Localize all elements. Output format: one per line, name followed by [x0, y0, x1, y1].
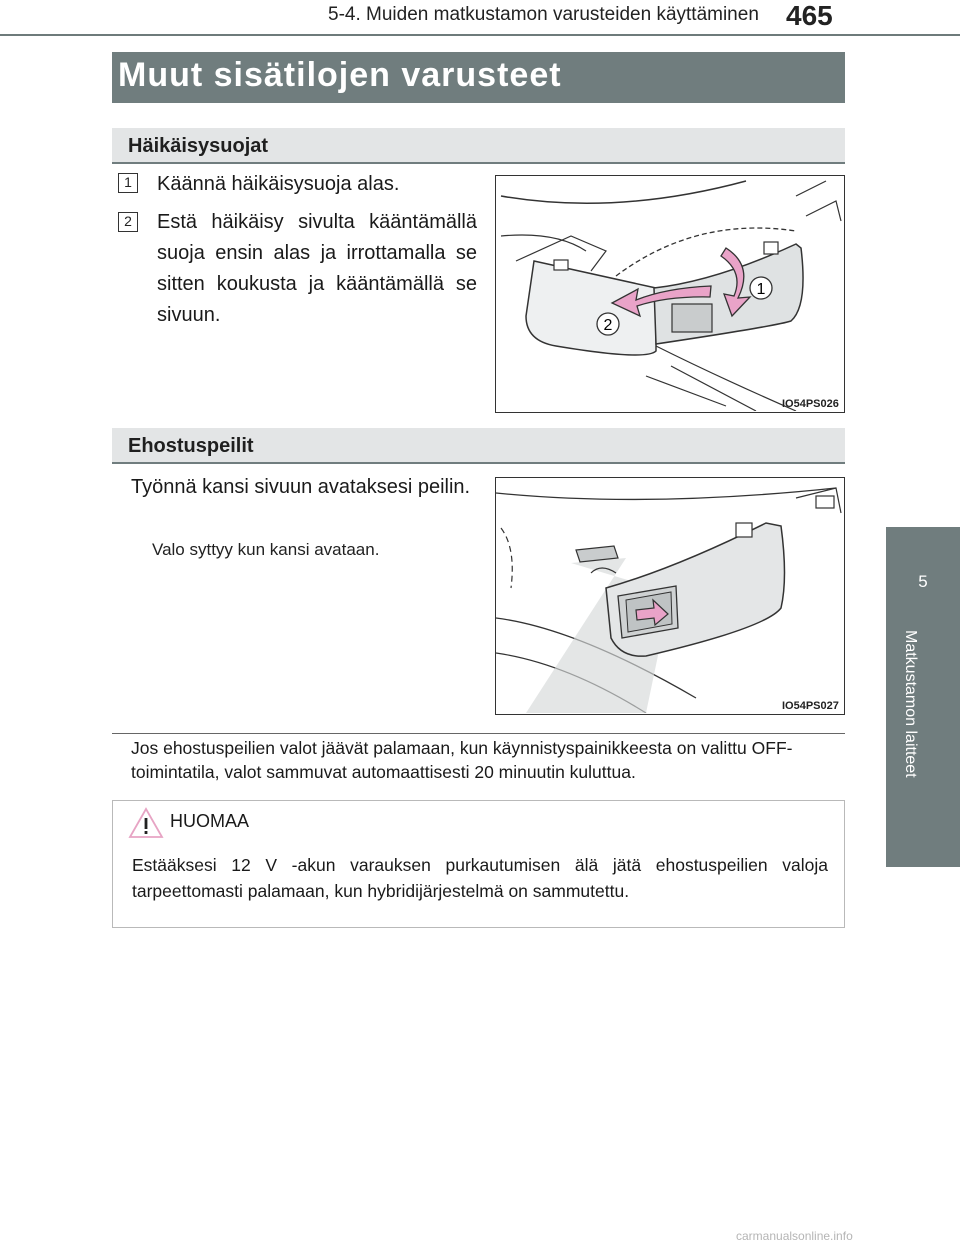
warning-triangle-icon: [128, 807, 164, 839]
caution-title: HUOMAA: [170, 811, 250, 831]
subsection-title-sun-visors: Häikäisysuojat: [128, 135, 269, 157]
sun-visor-illustration: [496, 176, 843, 411]
step-number-2: 2: [118, 212, 138, 232]
chapter-label: Matkustamon laitteet: [902, 630, 919, 778]
subsection-title-vanity-mirrors: Ehostuspeilit: [128, 435, 254, 457]
callout-2: 2: [603, 317, 613, 334]
header-rule: [0, 34, 960, 36]
note-rule: [112, 733, 845, 734]
running-header-title: 5-4. Muiden matkustamon varusteiden käyttäminen: [328, 4, 759, 25]
step-text-2: Estä häikäisy sivulta kääntämällä suoja ensin alas ja irrottamalla se sitten koukusta ja kääntämällä se sivuun.: [157, 211, 477, 326]
caution-text: Estääksesi 12 V -akun varauksen purkautumisen älä jätä ehostuspeilien valoja tarpeettomasti palamaan, kun hybridijärjestelmä on sammutettu.: [132, 855, 828, 901]
vanity-mirror-illustration: [496, 478, 843, 713]
step-number-1: 1: [118, 173, 138, 193]
step-text-1: Käännä häikäisysuoja alas.: [157, 173, 400, 195]
section-title: Muut sisätilojen varusteet: [118, 56, 562, 94]
footer-watermark[interactable]: carmanualsonline.info: [736, 1229, 853, 1243]
figure-code-2: IO54PS027: [782, 700, 839, 712]
note-text: Jos ehostuspeilien valot jäävät palamaan, kun käynnistyspainikkeesta on valittu OFF-toimintatila, valot sammuvat automaattisesti 20 minuutin kuluttua.: [131, 738, 793, 782]
sun-visor-figure: [495, 175, 845, 413]
mirror-subnote: Valo syttyy kun kansi avataan.: [152, 540, 380, 559]
page-number: 465: [786, 0, 833, 31]
vanity-mirror-figure: [495, 477, 845, 715]
mirror-instruction: Työnnä kansi sivuun avataksesi peilin.: [131, 476, 471, 498]
callout-1: 1: [756, 281, 766, 298]
chapter-number: 5: [918, 572, 928, 591]
figure-code-1: IO54PS026: [782, 398, 839, 410]
